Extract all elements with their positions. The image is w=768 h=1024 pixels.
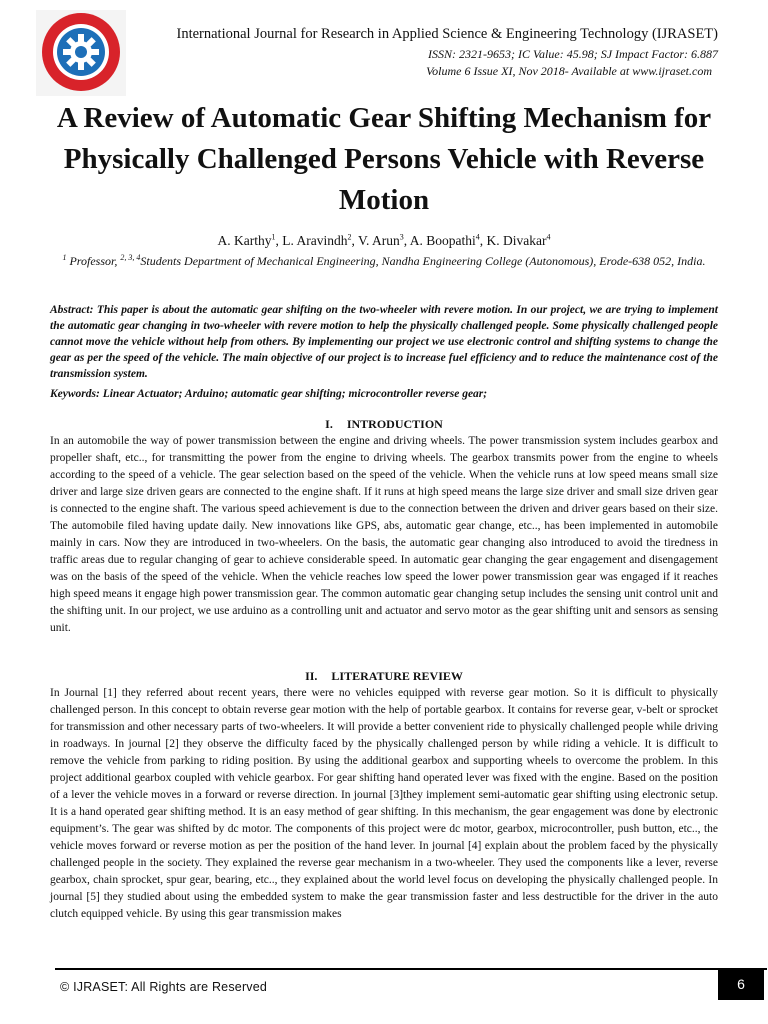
section-heading-introduction — [0, 417, 768, 432]
journal-name: International Journal for Research in Applied Science & Engineering Technology (IJRASET) — [176, 26, 718, 42]
affil-sup: 2, 3, 4 — [120, 253, 141, 262]
section-number: I. — [325, 417, 333, 431]
author-name: A. Karthy — [217, 233, 272, 248]
paper-title: A Review of Automatic Gear Shifting Mechanism for Physically Challenged Persons Vehicle with Reverse Motion — [56, 102, 712, 216]
section-heading-literature-review — [0, 669, 768, 684]
copyright-notice: © IJRASET: All Rights are Reserved — [60, 980, 268, 994]
author-name: A. Boopathi — [409, 233, 476, 248]
section-number: II. — [305, 669, 318, 683]
section-title: INTRODUCTION — [346, 417, 443, 431]
volume-line: Volume 6 Issue XI, Nov 2018- Available at www.ijraset.com — [426, 64, 712, 78]
author-list: A. Karthy$^1$, L. Aravindh$^2$, V. Arun$^3$, A. Boopathi$^4$, K. Divakar$^4$ — [217, 232, 551, 248]
author-name: K. Divakar — [486, 233, 547, 248]
keywords: Keywords: Linear Actuator; Arduino; automatic gear shifting; microcontroller reverse gear; — [50, 388, 488, 400]
author-sup: 2 — [347, 232, 352, 242]
footer-divider — [55, 968, 767, 970]
author-sup: 3 — [399, 232, 404, 242]
affil-sup: 1 — [62, 253, 67, 262]
abstract: Abstract: This paper is about the automatic gear shifting on the two-wheeler with revere motion. In our project, we are trying to implement the automatic gear changing in two-wheeler with revere motion to help the physically challenged people. Some physically challenged people cannot move the vehicle without help from others. By implementing our project we use electronic control and shifting systems to change the gear as per the speed of the vehicle. The main objective of our project is to increase fuel efficiency and to reduce the maintenance cost of the transmission system. — [50, 304, 718, 380]
author-sup: 1 — [271, 232, 276, 242]
ijraset-logo-icon — [41, 12, 121, 92]
page-number: 6 — [718, 970, 764, 1000]
affil-students: Students Department of Mechanical Engineering, Nandha Engineering College (Autonomous), Erode-638 052, India. — [140, 254, 706, 268]
author-name: L. Aravindh — [282, 233, 348, 248]
issn-line: ISSN: 2321-9653; IC Value: 45.98; SJ Impact Factor: 6.887 — [428, 47, 718, 61]
affil-professor: Professor, — [66, 254, 121, 268]
section-title: LITERATURE REVIEW — [331, 669, 463, 683]
author-name: V. Arun — [358, 233, 400, 248]
author-sup: 4 — [546, 232, 551, 242]
author-sup: 4 — [475, 232, 480, 242]
literature-review-body: In Journal [1] they referred about recent years, there were no vehicles equipped with reverse gear motion. So it is difficult to physically challenged person. In this concept to obtain reverse gear motion with the help of portable gearbox. It contains for reverse gear, v-belt or sprocket for transmission and other necessary parts of two-wheelers. It will provide a better convenient ride to physically challenged people while driving in roadways. In journal [2] they observe the difficulty faced by the physically challenged person by while riding a vehicle. It is difficult to remove the vehicle from parking to riding position. By using the additional gearbox and supporting wheels to overcome the problem. In this project additional gearbox coupled with vehicle gearbox. For gear shifting hand operated lever was fixed with the engine. Based on the position of a lever the vehicle moves in a forward or reverse direction. In journal [3]they implement semi-automatic gear shifting using electronic setup. It is a hand operated gear shifting method. It is an easy method of gear shifting. In this mechanism, the gear engagement was done by electronic equipment’s. The gear was shifted by dc motor. The components of this project were dc motor, gearbox, microcontroller, push button, etc.., the vehicle moves forward or reverse motion as per the position of the hand lever. In journal [4] explain about the problem faced by the physically challenged people in the society. They explained the reverse gear mechanism in a two-wheeler. They used the components like a lever, reverse gearbox, chain sprocket, spur gear, bearing, etc.., they explained about the world level focus on developing the physically challenged people. In journal [5] they studied about using the embedded system to make the gear transmission faster and less destructible for the driver in the auto clutch equipped vehicle. By using this gear transmission makes — [50, 687, 718, 920]
introduction-body: In an automobile the way of power transmission between the engine and driving wheels. The power transmission system includes gearbox and propeller shaft, etc.., for transmitting the power from the engine to driving wheels. The gearbox transmits power from the engine to wheels according to the speed of a vehicle. The gear selection based on the speed of the vehicle. When the vehicle runs at low speed means small size driver and large size driven gears are connected to the engine shaft. If it runs at high speed means the large size driver and small size driven gear is connected to the engine shaft. The various speed achievement is due to the connection between the driven and driver gears based on their size. The automobile filed having update daily. New innovations like GPS, abs, automatic gear change, etc.., has been implemented in automobile mainly in cars. Now they are introduced in two-wheelers. On the basis, the automatic gear changing also introduced to avoid the tiredness in traffic areas due to regular changing of gear to achieve considerable speed. In automatic gear changing the gear engagement and disengagement was on the basis of the speed of the vehicle. When the vehicle reaches low speed the lower power transmission gear was engaged if it reaches high speed means it engage high power transmission gear. The common automatic gear changing setup includes the sensing unit control unit and the shifting unit. In our project, we use arduino as a controlling unit and actuator and servo motor as the gear shifting unit and sensors as sensing unit. — [50, 435, 718, 634]
affiliation — [60, 253, 708, 269]
